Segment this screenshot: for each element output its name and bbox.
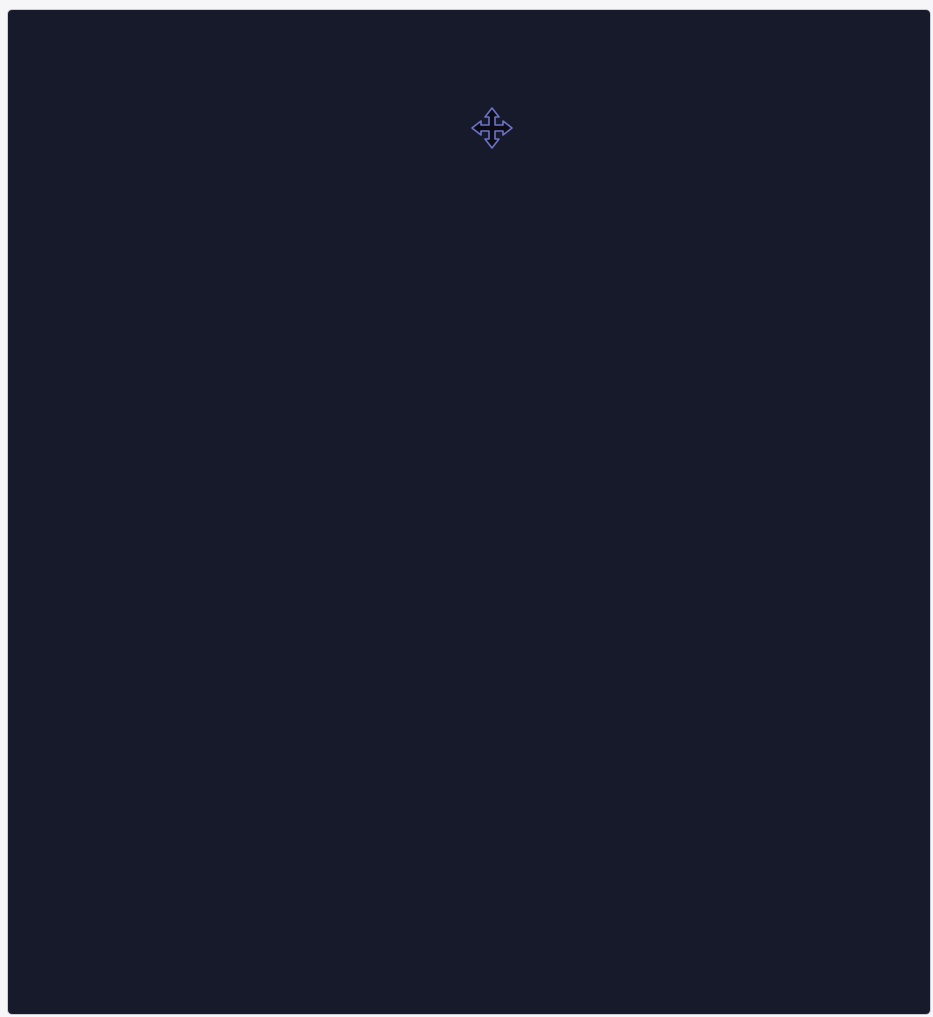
paragraph-gap xyxy=(26,64,906,86)
document-body xyxy=(26,20,906,108)
paragraph-gap xyxy=(26,86,906,108)
move-cursor-icon xyxy=(470,106,514,155)
document-panel xyxy=(8,10,930,1014)
paragraph-gap xyxy=(26,20,906,42)
paragraph-gap xyxy=(26,42,906,64)
